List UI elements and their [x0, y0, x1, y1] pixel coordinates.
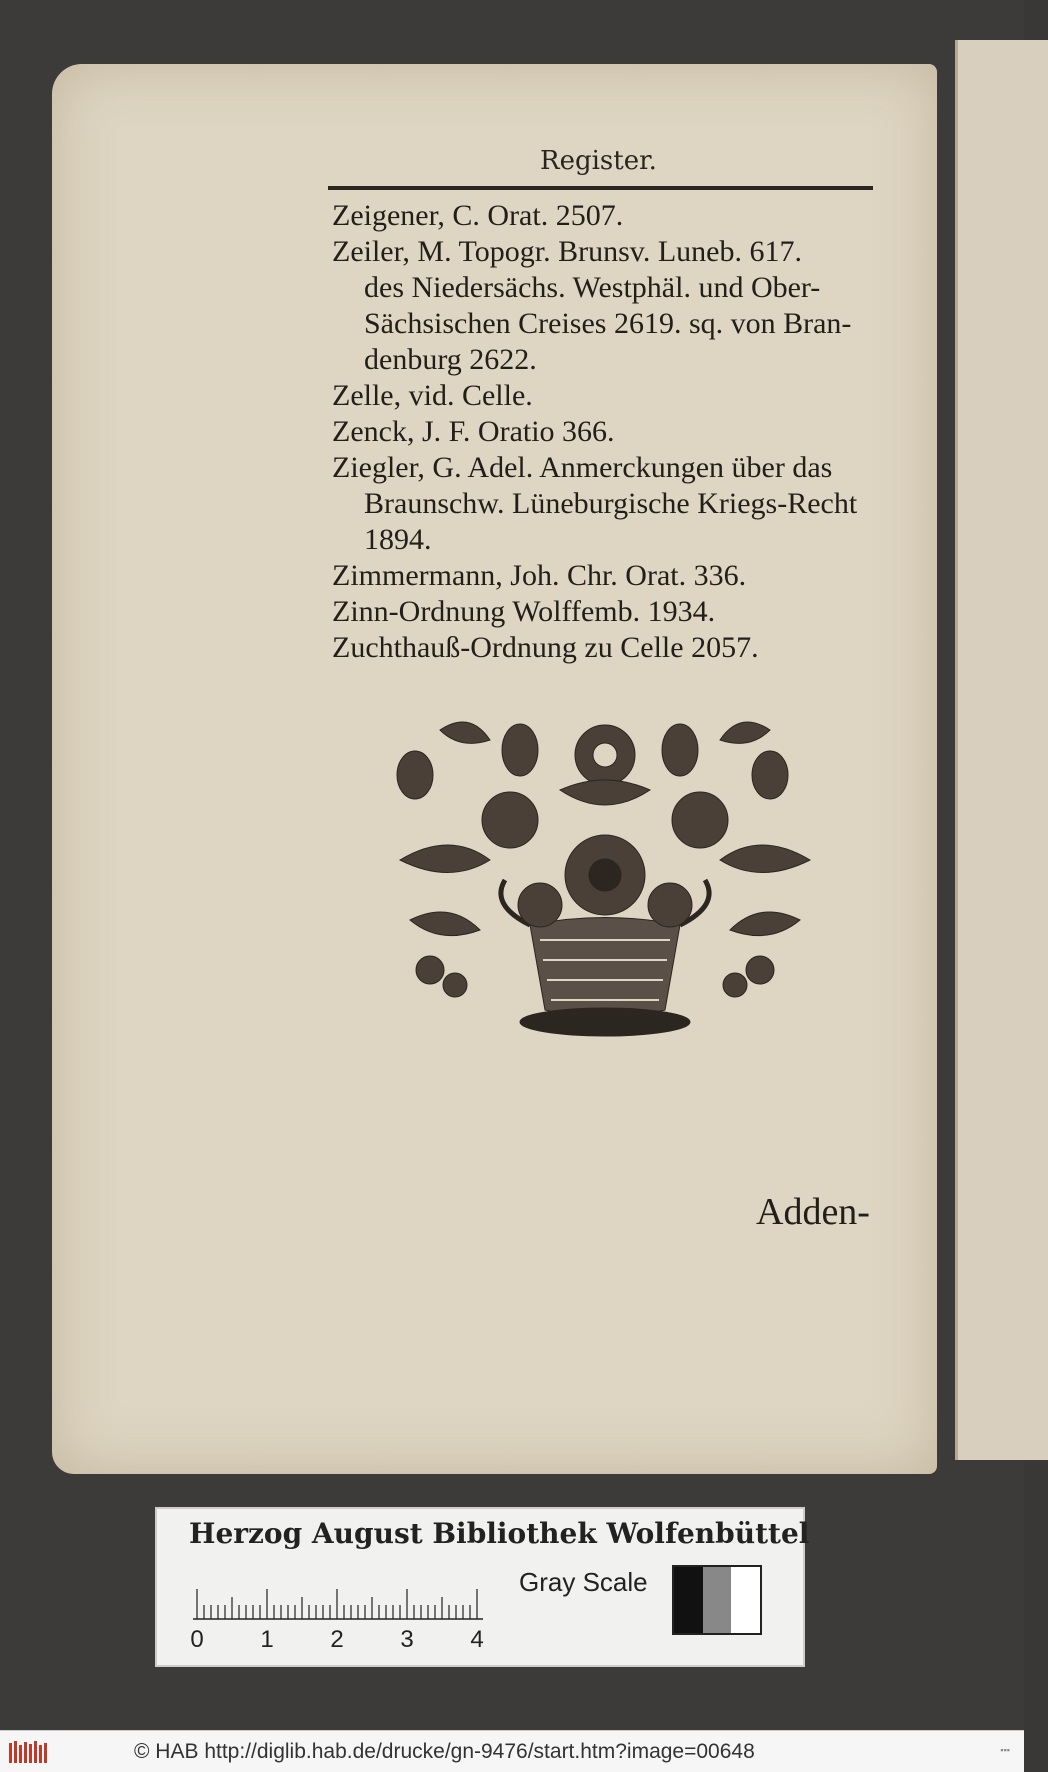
- entry-headword-line: Zelle, vid. Celle.: [332, 379, 533, 412]
- ruler-number: 1: [260, 1626, 274, 1653]
- register-entry: [332, 378, 892, 414]
- entry-continuation-line: 1894.: [364, 523, 432, 556]
- register-entry: [332, 414, 892, 450]
- copyright-url: © HAB http://diglib.hab.de/drucke/gn-9476/start.htm?image=00648: [134, 1740, 755, 1763]
- register-entry: [332, 594, 892, 630]
- footer-marks: ▪▪▪: [1000, 1745, 1010, 1755]
- entry-continuation-line: Sächsischen Creises 2619. sq. von Bran-: [364, 307, 852, 340]
- entry-headword-line: Zeiler, M. Topogr. Brunsv. Luneb. 617.: [332, 235, 802, 268]
- ruler-number: 2: [330, 1626, 344, 1653]
- register-entry: [332, 630, 892, 666]
- entry-headword-line: Zimmermann, Joh. Chr. Orat. 336.: [332, 559, 747, 592]
- register-entry: [332, 198, 892, 234]
- hab-logo-icon: [8, 1739, 48, 1765]
- gray-scale-label: Gray Scale: [519, 1567, 648, 1597]
- entry-continuation-line: des Niedersächs. Westphäl. und Ober-: [364, 271, 821, 304]
- entry-headword-line: Ziegler, G. Adel. Anmerckungen über das: [332, 451, 833, 484]
- ruler-number: 4: [470, 1626, 484, 1653]
- entry-headword-line: Zeigener, C. Orat. 2507.: [332, 199, 624, 232]
- library-label-card: [155, 1507, 810, 1667]
- facing-page-edge: [955, 40, 1048, 1460]
- flower-basket-vignette: [380, 710, 830, 1055]
- measurement-ruler: [190, 1581, 493, 1653]
- register-entries: [332, 198, 892, 666]
- entry-headword-line: Zinn-Ordnung Wolffemb. 1934.: [332, 595, 716, 628]
- register-entry: [332, 558, 892, 594]
- register-entry: [332, 234, 892, 378]
- entry-headword-line: Zenck, J. F. Oratio 366.: [332, 415, 615, 448]
- entry-headword-line: Zuchthauß-Ordnung zu Celle 2057.: [332, 631, 759, 664]
- ruler-number: 3: [400, 1626, 414, 1653]
- catchword: Adden-: [756, 1191, 870, 1233]
- running-head: Register.: [540, 146, 657, 176]
- register-entry: [332, 450, 892, 558]
- entry-continuation-line: denburg 2622.: [364, 343, 537, 376]
- library-name: Herzog August Bibliothek Wolfenbüttel: [189, 1517, 810, 1550]
- footer-bar: [0, 1730, 1024, 1772]
- ruler-number: 0: [190, 1626, 204, 1653]
- entry-continuation-line: Braunschw. Lüneburgische Kriegs-Recht: [364, 487, 858, 520]
- head-rule: [328, 186, 873, 190]
- gray-scale-swatch: [672, 1565, 762, 1635]
